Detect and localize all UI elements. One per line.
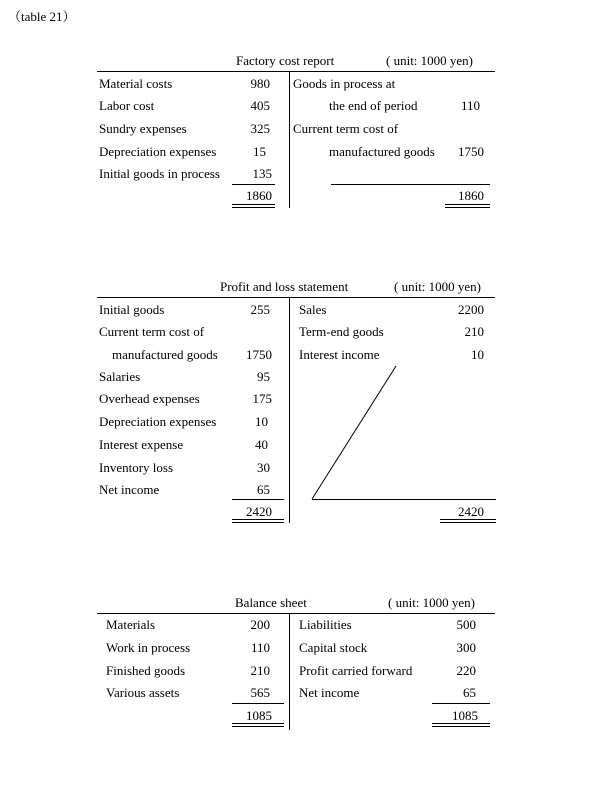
factory-debit-value: 15 [253,144,266,159]
factory-credit-label: the end of period [329,98,418,113]
pl-right-double-rule [440,519,496,523]
pl-debit-label: Salaries [99,369,141,384]
pl-debit-label: Net income [99,482,160,497]
table-number-label: （table 21） [8,9,76,24]
pl-unit: ( unit: 1000 yen) [394,279,482,294]
pl-total-right: 2420 [458,504,484,519]
bs-debit-label: Various assets [106,685,180,700]
bs-title: Balance sheet [235,595,307,610]
pl-debit-label: Overhead expenses [99,391,200,406]
factory-debit-label: Initial goods in process [99,166,220,181]
bs-debit-value: 565 [250,685,270,700]
factory-debit-label: Material costs [99,76,173,91]
bs-credit-label: Profit carried forward [299,663,413,678]
pl-debit-value: 65 [257,482,270,497]
pl-credit-value: 2200 [458,302,484,317]
pl-debit-value: 95 [257,369,270,384]
pl-debit-label: Interest expense [99,437,184,452]
pl-debit-label: Current term cost of [99,324,205,339]
pl-debit-value: 1750 [246,347,272,362]
pl-total-left: 2420 [246,504,272,519]
factory-debit-label: Sundry expenses [99,121,187,136]
bs-debit-value: 200 [250,617,270,632]
pl-credit-label: Term-end goods [299,324,384,339]
factory-total-right: 1860 [458,188,484,203]
factory-credit-label: Current term cost of [293,121,399,136]
pl-debit-label: Depreciation expenses [99,414,217,429]
pl-debit-label: manufactured goods [112,347,218,362]
bs-debit-label: Finished goods [106,663,186,678]
factory-credit-value: 110 [460,98,480,113]
pl-debit-value: 30 [257,460,270,475]
factory-credit-label: manufactured goods [329,144,435,159]
factory-debit-value: 325 [250,121,270,136]
bs-credit-value: 300 [456,640,476,655]
pl-debit-value: 10 [255,414,268,429]
pl-title: Profit and loss statement [220,279,349,294]
bs-debit-label: Materials [106,617,156,632]
pl-credit-value: 10 [471,347,484,362]
bs-credit-value: 220 [456,663,476,678]
pl-debit-label: Inventory loss [99,460,174,475]
bs-right-double-rule [432,723,490,727]
bs-left-subtotal-rule [232,703,284,704]
bs-debit-value: 110 [250,640,270,655]
bs-header-rule [97,613,495,614]
pl-debit-value: 255 [250,302,270,317]
bs-right-subtotal-rule [432,703,490,704]
bs-credit-label: Net income [299,685,360,700]
pl-credit-label: Interest income [299,347,380,362]
factory-report-unit: ( unit: 1000 yen) [386,53,474,68]
pl-right-subtotal-rule [312,499,496,500]
factory-credit-label: Goods in process at [293,76,396,91]
bs-credit-label: Capital stock [299,640,368,655]
factory-debit-value: 405 [250,98,270,113]
factory-debit-label: Depreciation expenses [99,144,217,159]
factory-credit-value: 1750 [458,144,484,159]
pl-debit-value: 40 [255,437,268,452]
pl-credit-label: Sales [299,302,327,317]
factory-total-left: 1860 [246,188,272,203]
bs-credit-value: 65 [463,685,476,700]
factory-debit-label: Labor cost [99,98,155,113]
bs-debit-value: 210 [250,663,270,678]
bs-credit-value: 500 [456,617,476,632]
factory-debit-value: 980 [250,76,270,91]
bs-total-left: 1085 [246,708,272,723]
bs-center-rule [289,613,290,730]
bs-debit-label: Work in process [106,640,191,655]
bs-unit: ( unit: 1000 yen) [388,595,476,610]
factory-debit-value: 135 [252,166,272,181]
pl-credit-value: 210 [464,324,484,339]
factory-report-title: Factory cost report [236,53,335,68]
pl-debit-label: Initial goods [99,302,165,317]
bs-total-right: 1085 [452,708,478,723]
pl-debit-value: 175 [252,391,272,406]
bs-left-double-rule [232,723,284,727]
bs-credit-label: Liabilities [299,617,352,632]
